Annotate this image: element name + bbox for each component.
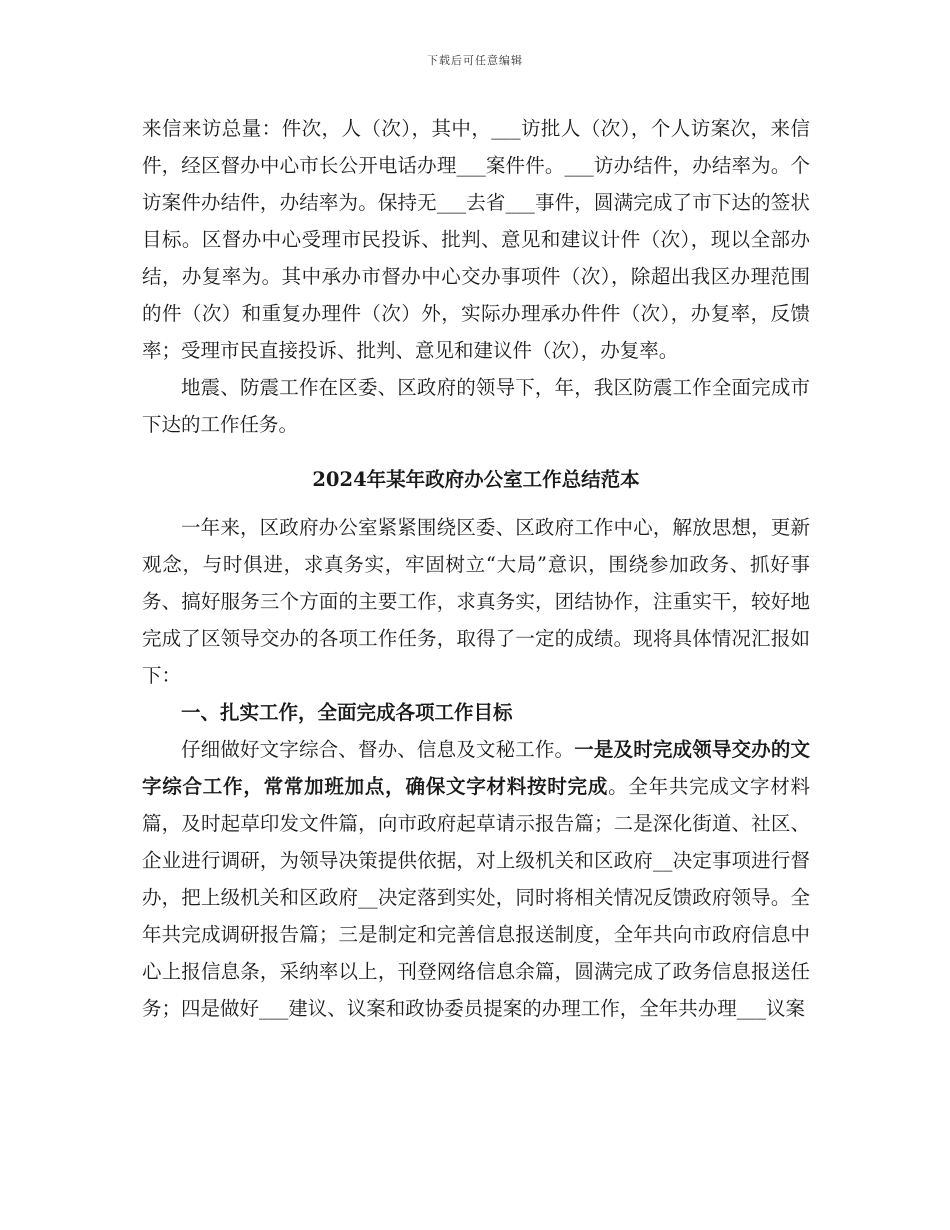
page-header: 下载后可任意编辑 [427, 54, 523, 67]
section-heading-1: 一、扎实工作，全面完成各项工作目标 [181, 701, 513, 724]
paragraph-earthquake: 地震、防震工作在区委、区政府的领导下，年，我区防震工作全面完成市下达的工作任务。 [142, 376, 810, 436]
paragraph-petition-stats: 来信来访总量：件次，人（次），其中，___访批人（次），个人访案次，来信件，经区督办中心市长公开电话办理___案件件。___访办结件，办结率为。个访案件办结件，办结率为。保持无___去省___事件，圆满完成了市下达的签状目标。区督办中心受理市民投诉、批判、意见和建议计件（次），现以全部办结，办复率为。其中承办市督办中心交办事项件（次），除超出我区办理范围的件（次）和重复办理件（次）外，实际办理承办件件（次），办复率，反馈率；受理市民直接投诉、批判、意见和建议件（次），办复率。 [142, 117, 810, 362]
paragraph-work-rest: 。全年共完成文字材料篇，及时起草印发文件篇，向市政府起草请示报告篇；二是深化街道、社区、企业进行调研，为领导决策提供依据，对上级机关和区政府__决定事项进行督办，把上级机关和区政府__决定落到实处，同时将相关情况反馈政府领导。全年共完成调研报告篇；三是制定和完善信息报送制度，全年共向市政府信息中心上报信息条，采纳率以上，刊登网络信息余篇，圆满完成了政务信息报送任务；四是做好___建议、议案和政协委员提案的办理工作，全年共办理___议案 [142, 775, 810, 1020]
document-title: 2024年某年政府办公室工作总结范本 [312, 468, 640, 491]
paragraph-work-bold: 一是及时完成领导交办的文字综合工作，常常加班加点，确保文字材料按时完成 [142, 738, 810, 798]
document-body [142, 110, 810, 1027]
paragraph-intro: 一年来，区政府办公室紧紧围绕区委、区政府工作中心，解放思想，更新观念，与时俱进，求真务实，牢固树立“大局”意识，围绕参加政务、抓好事务、搞好服务三个方面的主要工作，求真务实，团结协作，注重实干，较好地完成了区领导交办的各项工作任务，取得了一定的成绩。现将具体情况汇报如下： [142, 516, 810, 687]
paragraph-work-details [142, 731, 810, 1027]
paragraph-work-start: 仔细做好文字综合、督办、信息及文秘工作。 [181, 738, 575, 761]
